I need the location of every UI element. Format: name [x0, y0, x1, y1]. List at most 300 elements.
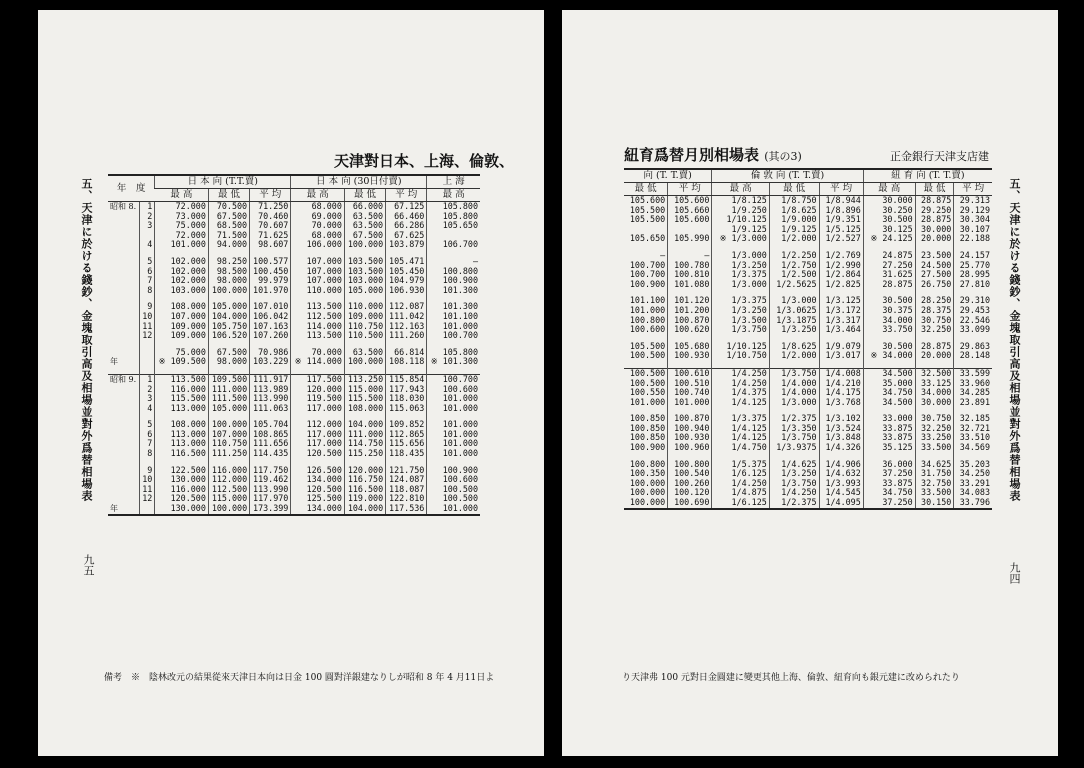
- rate-cell: 1/3.464: [819, 325, 863, 335]
- rate-cell: 99.979: [250, 276, 291, 286]
- rate-cell: 100.120: [668, 488, 712, 498]
- year-cell: [108, 475, 139, 485]
- month-cell: 9: [139, 466, 154, 476]
- rate-cell: 1/6.125: [712, 498, 769, 509]
- rate-cell: 100.000: [344, 240, 385, 250]
- month-cell: 8: [139, 449, 154, 459]
- rate-cell: 118.030: [386, 394, 427, 404]
- rate-cell: 30.125: [863, 225, 915, 235]
- rate-cell: 1/4.250: [712, 368, 769, 378]
- table-row: [624, 498, 992, 509]
- rate-cell: 105.600: [668, 215, 712, 225]
- right-side-title: 五、天津に於ける錢鈔、金塊取引高及相場並對外爲替相場表: [1008, 178, 1021, 502]
- row-spacer: [108, 250, 480, 257]
- rate-cell: 33.000: [863, 414, 915, 424]
- spacer-cell: [139, 341, 154, 348]
- bank-label: 正金銀行天津支店建: [890, 150, 989, 163]
- table-row: [108, 385, 480, 395]
- rate-cell: 30.500: [863, 296, 915, 306]
- rate-cell: 109.500: [208, 374, 249, 384]
- year-cell: [108, 231, 139, 241]
- rate-cell: 101.000: [427, 420, 480, 430]
- year-cell: [108, 286, 139, 296]
- table-subtitle: (其の3): [764, 150, 802, 163]
- rate-cell: 22.188: [954, 234, 992, 244]
- rate-cell: 34.750: [863, 488, 915, 498]
- rate-cell: 115.500: [155, 394, 209, 404]
- rate-cell: 100.700: [427, 374, 480, 384]
- rate-cell: 105.000: [344, 286, 385, 296]
- rate-cell: 100.900: [427, 276, 480, 286]
- table-row: [108, 286, 480, 296]
- rate-cell: 32.250: [915, 424, 954, 434]
- rate-cell: 106.700: [427, 240, 480, 250]
- year-cell: [108, 404, 139, 414]
- rate-cell: 119.000: [344, 494, 385, 504]
- rate-cell: 101.200: [668, 306, 712, 316]
- right-page-number: 九四: [1008, 562, 1021, 584]
- table-row: [108, 331, 480, 341]
- rate-cell: 1/3.250: [712, 261, 769, 271]
- rate-cell: 100.600: [427, 385, 480, 395]
- rate-cell: 1/3.000: [712, 280, 769, 290]
- rate-cell: 112.000: [291, 420, 345, 430]
- rate-cell: 108.000: [155, 302, 209, 312]
- rate-cell: 111.000: [208, 385, 249, 395]
- rate-cell: 104.979: [386, 276, 427, 286]
- table-row: [108, 430, 480, 440]
- month-cell: [139, 504, 154, 515]
- rate-cell: 118.087: [386, 485, 427, 495]
- rate-cell: 1/4.000: [769, 379, 819, 389]
- rate-cell: 130.000: [155, 475, 209, 485]
- rate-cell: 34.500: [863, 368, 915, 378]
- rate-cell: 102.000: [155, 267, 209, 277]
- table-row: [108, 322, 480, 332]
- rate-cell: 106.930: [386, 286, 427, 296]
- shanghai-header: 上 海: [427, 175, 480, 189]
- rate-cell: 102.000: [155, 276, 209, 286]
- rate-cell: 1/4.095: [819, 498, 863, 509]
- rate-cell: 1/3.9375: [769, 443, 819, 453]
- table-row: [108, 449, 480, 459]
- year-cell: 年: [110, 357, 118, 367]
- spacer-cell: [108, 367, 139, 375]
- rate-cell: ※ 109.500: [155, 357, 209, 367]
- spacer-cell: [108, 413, 139, 420]
- rate-cell: 115.000: [208, 494, 249, 504]
- rate-cell: 119.462: [250, 475, 291, 485]
- month-cell: 3: [139, 394, 154, 404]
- month-cell: 11: [139, 322, 154, 332]
- rate-cell: 100.000: [208, 504, 249, 515]
- rate-cell: 100.740: [668, 388, 712, 398]
- rate-cell: 100.800: [427, 267, 480, 277]
- table-row: [108, 312, 480, 322]
- rate-cell: 27.250: [863, 261, 915, 271]
- year-cell: [108, 221, 139, 231]
- table-row: [108, 494, 480, 504]
- rate-cell: 73.000: [155, 212, 209, 222]
- rate-cell: 1/8.944: [819, 196, 863, 206]
- rate-cell: 71.500: [208, 231, 249, 241]
- rate-cell: 1/8.625: [769, 342, 819, 352]
- year-cell: [108, 331, 139, 341]
- rate-cell: 34.083: [954, 488, 992, 498]
- rate-cell: 33.796: [954, 498, 992, 509]
- rate-cell: 29.310: [954, 296, 992, 306]
- spacer-cell: [108, 459, 139, 466]
- rate-cell: 28.875: [915, 215, 954, 225]
- rate-cell: 1/4.008: [819, 368, 863, 378]
- year-cell: [108, 257, 139, 267]
- rate-cell: 100.850: [629, 413, 666, 424]
- rate-cell: 1/3.750: [712, 325, 769, 335]
- rate-cell: 112.163: [386, 322, 427, 332]
- month-cell: 5: [139, 257, 154, 267]
- rate-cell: 1/4.750: [712, 443, 769, 453]
- rate-cell: 100.620: [668, 325, 712, 335]
- rate-cell: 101.000: [629, 304, 666, 315]
- rate-cell: 100.500: [427, 494, 480, 504]
- rate-cell: 105.600: [668, 196, 712, 206]
- rate-cell: 23.500: [915, 251, 954, 261]
- rate-cell: 100.550: [629, 387, 666, 398]
- table-row: [108, 257, 480, 267]
- rate-cell: 105.500: [629, 214, 666, 225]
- rate-cell: 63.500: [344, 348, 385, 358]
- rate-cell: 112.865: [386, 430, 427, 440]
- rate-cell: 1/4.875: [712, 488, 769, 498]
- rate-cell: 70.000: [291, 348, 345, 358]
- rate-cell: 100.900: [629, 278, 666, 289]
- year-cell: [108, 212, 139, 222]
- rate-cell: 1/2.250: [769, 251, 819, 261]
- london-header: 倫 敦 向 (T. T.賣): [712, 169, 863, 183]
- year-cell: [108, 322, 139, 332]
- rate-cell: ※ 24.125: [863, 234, 915, 244]
- table-row: [624, 443, 992, 453]
- table-row: [108, 276, 480, 286]
- left-footnote: 備考 ※ 陰林改元の結果從來天津日本向は日金 100 圓對洋銀建なりしが昭和 8 年 4 月11日よ: [104, 673, 495, 683]
- rate-cell: 105.650: [427, 221, 480, 231]
- rate-cell: 106.000: [291, 240, 345, 250]
- rate-cell: 110.750: [344, 322, 385, 332]
- rate-cell: ※ 34.000: [863, 351, 915, 361]
- rate-cell: 28.375: [915, 306, 954, 316]
- rate-cell: 100.600: [427, 475, 480, 485]
- year-cell: [108, 449, 139, 459]
- rate-cell: 30.107: [954, 225, 992, 235]
- rate-cell: 116.000: [155, 385, 209, 395]
- rate-cell: 67.500: [208, 348, 249, 358]
- rate-cell: 1/3.000: [769, 398, 819, 408]
- rate-cell: —: [660, 249, 666, 260]
- month-cell: 2: [139, 385, 154, 395]
- rate-cell: 1/5.125: [819, 225, 863, 235]
- rate-cell: 107.010: [250, 302, 291, 312]
- year-cell: [108, 485, 139, 495]
- rate-cell: 111.500: [208, 394, 249, 404]
- rate-cell: ※ 101.300: [427, 357, 480, 367]
- rate-cell: 107.000: [208, 430, 249, 440]
- rate-cell: 101.000: [427, 430, 480, 440]
- rate-cell: 1/3.500: [712, 316, 769, 326]
- rate-cell: 1/4.125: [712, 433, 769, 443]
- header-low: 最 低: [915, 183, 954, 196]
- rate-cell: 100.850: [629, 422, 666, 433]
- rate-cell: 33.750: [863, 325, 915, 335]
- rate-cell: 100.870: [668, 316, 712, 326]
- rate-cell: 105.680: [668, 342, 712, 352]
- rate-cell: 70.000: [291, 221, 345, 231]
- rate-cell: 30.500: [863, 342, 915, 352]
- row-spacer: [108, 295, 480, 302]
- table-row: [108, 466, 480, 476]
- rate-cell: 113.500: [291, 331, 345, 341]
- rate-cell: 110.500: [344, 331, 385, 341]
- rate-cell: 116.500: [344, 485, 385, 495]
- rate-cell: ※ 1/3.000: [712, 234, 769, 244]
- rate-cell: 111.000: [344, 430, 385, 440]
- rate-cell: 1/4.625: [769, 460, 819, 470]
- rate-cell: 1/4.210: [819, 379, 863, 389]
- left-side-title: 五、天津に於ける錢鈔、金塊取引高及相場並對外爲替相場表: [80, 178, 93, 502]
- rate-cell: 101.080: [668, 280, 712, 290]
- row-spacer: [108, 459, 480, 466]
- month-cell: [139, 357, 154, 367]
- rate-cell: 117.943: [386, 385, 427, 395]
- rate-cell: 30.750: [915, 316, 954, 326]
- rate-cell: 33.875: [863, 424, 915, 434]
- rate-cell: 101.100: [427, 312, 480, 322]
- rate-cell: 1/3.250: [712, 306, 769, 316]
- rate-cell: 100.000: [629, 477, 666, 488]
- rate-cell: 1/3.317: [819, 316, 863, 326]
- rate-cell: —: [427, 257, 480, 267]
- rate-cell: 117.000: [291, 404, 345, 414]
- rate-cell: 105.660: [668, 206, 712, 216]
- rate-cell: 103.879: [386, 240, 427, 250]
- right-rate-table: [624, 168, 992, 510]
- rate-cell: 100.800: [629, 458, 666, 469]
- rate-cell: 34.625: [915, 460, 954, 470]
- rate-cell: 28.875: [915, 196, 954, 206]
- header-high: 最 高: [712, 183, 769, 196]
- rate-cell: 100.780: [668, 261, 712, 271]
- rate-cell: 107.000: [291, 276, 345, 286]
- rate-cell: 117.500: [291, 374, 345, 384]
- table-row: [108, 504, 480, 515]
- rate-cell: 111.917: [250, 374, 291, 384]
- rate-cell: 114.000: [291, 322, 345, 332]
- rate-cell: 1/4.250: [712, 479, 769, 489]
- rate-cell: 105.800: [427, 212, 480, 222]
- rate-cell: 105.450: [386, 267, 427, 277]
- month-cell: 10: [139, 312, 154, 322]
- rate-cell: 29.453: [954, 306, 992, 316]
- month-cell: 12: [139, 494, 154, 504]
- rate-cell: 100.000: [344, 357, 385, 367]
- table-row: [108, 404, 480, 414]
- rate-cell: 35.125: [863, 443, 915, 453]
- rate-cell: 1/10.125: [712, 215, 769, 225]
- table-row: [108, 202, 480, 212]
- rate-cell: 101.120: [668, 296, 712, 306]
- rate-cell: 105.800: [427, 202, 480, 212]
- rate-cell: 1/3.000: [769, 296, 819, 306]
- rate-cell: 120.000: [291, 385, 345, 395]
- rate-cell: 1/3.750: [769, 433, 819, 443]
- rate-cell: 1/4.000: [769, 388, 819, 398]
- rate-cell: 113.250: [344, 374, 385, 384]
- rate-cell: 103.000: [155, 286, 209, 296]
- right-page: [562, 10, 1058, 756]
- rate-cell: 107.000: [155, 312, 209, 322]
- rate-cell: 100.500: [624, 368, 668, 378]
- rate-cell: 1/9.125: [712, 225, 769, 235]
- spacer-cell: [108, 341, 139, 348]
- rate-cell: 117.000: [291, 439, 345, 449]
- rate-cell: 1/3.375: [712, 270, 769, 280]
- year-cell: [108, 240, 139, 250]
- rate-cell: 117.750: [250, 466, 291, 476]
- table-row: [108, 394, 480, 404]
- rate-cell: 116.500: [155, 449, 209, 459]
- rate-cell: 70.460: [250, 212, 291, 222]
- rate-cell: 101.000: [427, 404, 480, 414]
- rate-cell: 101.970: [250, 286, 291, 296]
- rate-cell: 100.577: [250, 257, 291, 267]
- month-cell: 4: [139, 240, 154, 250]
- rate-cell: 111.250: [208, 449, 249, 459]
- rate-cell: 24.157: [954, 251, 992, 261]
- rate-cell: 103.000: [344, 276, 385, 286]
- rate-cell: 20.000: [915, 351, 954, 361]
- rate-cell: 1/3.848: [819, 433, 863, 443]
- rate-cell: 117.000: [291, 430, 345, 440]
- rate-cell: 100.930: [668, 433, 712, 443]
- rate-cell: 118.435: [386, 449, 427, 459]
- month-cell: 9: [139, 302, 154, 312]
- rate-cell: 68.000: [291, 231, 345, 241]
- rate-cell: 105.000: [208, 404, 249, 414]
- rate-cell: 34.750: [863, 388, 915, 398]
- rate-cell: 100.930: [668, 351, 712, 361]
- year-cell: [108, 420, 139, 430]
- year-cell: [108, 312, 139, 322]
- rate-cell: 28.875: [915, 342, 954, 352]
- rate-cell: 69.000: [291, 212, 345, 222]
- rate-cell: 28.148: [954, 351, 992, 361]
- rate-cell: 116.750: [344, 475, 385, 485]
- rate-cell: 101.000: [668, 398, 712, 408]
- rate-cell: 70.986: [250, 348, 291, 358]
- rate-cell: 28.995: [954, 270, 992, 280]
- rate-cell: 1/2.769: [819, 251, 863, 261]
- rate-cell: 1/9.250: [712, 206, 769, 216]
- rate-cell: 105.000: [208, 302, 249, 312]
- rate-cell: 105.750: [208, 322, 249, 332]
- rate-cell: 28.875: [863, 280, 915, 290]
- table-row: [108, 212, 480, 222]
- rate-cell: 34.000: [915, 388, 954, 398]
- rate-cell: 100.450: [250, 267, 291, 277]
- rate-cell: 121.750: [386, 466, 427, 476]
- header-avg: 平 均: [819, 183, 863, 196]
- rate-cell: 100.000: [208, 286, 249, 296]
- rate-cell: 113.989: [250, 385, 291, 395]
- rate-cell: 71.250: [250, 202, 291, 212]
- rate-cell: 120.500: [291, 485, 345, 495]
- month-cell: 12: [139, 331, 154, 341]
- header-low: 最 低: [769, 183, 819, 196]
- newyork-header: 紐 育 向 (T. T.賣): [863, 169, 992, 183]
- year-cell: 昭和 8.: [110, 202, 137, 211]
- rate-cell: 100.610: [668, 368, 712, 378]
- rate-cell: 30.750: [915, 414, 954, 424]
- rate-cell: ※ 114.000: [291, 357, 345, 367]
- rate-cell: 100.800: [629, 314, 666, 325]
- rate-cell: 100.900: [427, 466, 480, 476]
- rate-cell: 75.000: [155, 348, 209, 358]
- rate-cell: 100.510: [668, 379, 712, 389]
- rate-cell: 101.000: [155, 240, 209, 250]
- rate-cell: 115.500: [344, 394, 385, 404]
- year-cell: [108, 494, 139, 504]
- rate-cell: 70.607: [250, 221, 291, 231]
- rate-cell: 105.600: [629, 195, 666, 205]
- table-row: [108, 240, 480, 250]
- rate-cell: 109.852: [386, 420, 427, 430]
- rate-cell: 37.250: [863, 498, 915, 509]
- rate-cell: 113.990: [250, 485, 291, 495]
- rate-cell: 1/3.250: [769, 325, 819, 335]
- rate-cell: 101.000: [629, 396, 666, 407]
- header-avg: 平 均: [954, 183, 992, 196]
- table-row: [624, 325, 992, 335]
- rate-cell: 72.000: [155, 202, 209, 212]
- rate-cell: 101.300: [427, 302, 480, 312]
- rate-cell: 115.854: [386, 374, 427, 384]
- rate-cell: 105.990: [668, 234, 712, 244]
- rate-cell: 106.520: [208, 331, 249, 341]
- rate-cell: 105.800: [427, 348, 480, 358]
- rate-cell: 1/9.351: [819, 215, 863, 225]
- month-cell: 5: [139, 420, 154, 430]
- rate-cell: 122.500: [155, 466, 209, 476]
- rate-cell: 27.500: [915, 270, 954, 280]
- rate-cell: 101.100: [629, 295, 666, 306]
- rate-cell: 32.721: [954, 424, 992, 434]
- rate-cell: 72.000: [155, 231, 209, 241]
- rate-cell: 130.000: [155, 504, 209, 515]
- header-high: 最 高: [155, 189, 209, 202]
- rate-cell: 110.000: [344, 302, 385, 312]
- rate-cell: 1/2.5625: [769, 280, 819, 290]
- rate-cell: 104.000: [208, 312, 249, 322]
- rate-cell: 1/3.172: [819, 306, 863, 316]
- rate-cell: 1/5.375: [712, 460, 769, 470]
- rate-cell: 100.960: [668, 443, 712, 453]
- spacer-cell: [108, 295, 139, 302]
- header-low: 最 低: [624, 183, 668, 196]
- rate-cell: 1/2.500: [769, 270, 819, 280]
- rate-cell: 30.000: [915, 225, 954, 235]
- rate-cell: 75.000: [155, 221, 209, 231]
- rate-cell: 113.990: [250, 394, 291, 404]
- left-rate-table: [108, 174, 480, 516]
